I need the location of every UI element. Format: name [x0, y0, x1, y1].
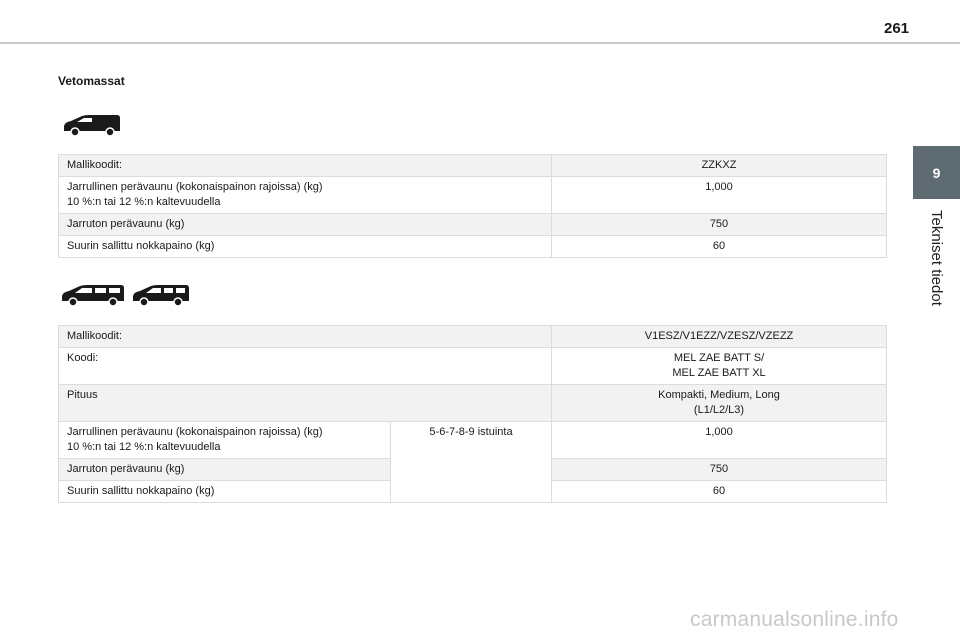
towing-table-1 [58, 154, 887, 258]
row-value: 750 [552, 459, 887, 481]
passenger-van-long-icon [131, 283, 191, 307]
towing-table-2 [58, 325, 887, 503]
table-row [59, 155, 887, 177]
chapter-tab[interactable]: 9 [913, 146, 960, 199]
watermark: carmanualsonline.info [690, 608, 899, 631]
seats-cell: 5-6-7-8-9 istuinta [391, 422, 552, 503]
row-value: V1ESZ/V1EZZ/VZESZ/VZEZZ [552, 326, 887, 348]
row-value: 1,000 [552, 422, 887, 459]
page-number: 261 [884, 20, 910, 37]
row-value: 750 [552, 214, 887, 236]
row-label: Koodi: [59, 348, 552, 385]
van-icon [62, 113, 122, 137]
header-rule [0, 42, 960, 44]
row-label: Mallikoodit: [59, 326, 552, 348]
row-label: Pituus [59, 385, 552, 422]
row-value: Kompakti, Medium, Long (L1/L2/L3) [552, 385, 887, 422]
row-label: Jarrullinen perävaunu (kokonaispainon rajoissa) (kg) 10 %:n tai 12 %:n kaltevuudella [59, 422, 391, 459]
table-row [59, 177, 887, 214]
table-row [59, 236, 887, 258]
row-label: Suurin sallittu nokkapaino (kg) [59, 236, 552, 258]
table-row [59, 385, 887, 422]
row-value: 1,000 [552, 177, 887, 214]
row-label: Mallikoodit: [59, 155, 552, 177]
table-row [59, 348, 887, 385]
row-label: Suurin sallittu nokkapaino (kg) [59, 481, 391, 503]
table-row [59, 422, 887, 459]
row-label: Jarruton perävaunu (kg) [59, 214, 552, 236]
table-row [59, 214, 887, 236]
row-value: MEL ZAE BATT S/ MEL ZAE BATT XL [552, 348, 887, 385]
row-value: 60 [552, 481, 887, 503]
row-label: Jarrullinen perävaunu (kokonaispainon rajoissa) (kg) 10 %:n tai 12 %:n kaltevuudella [59, 177, 552, 214]
table-row [59, 326, 887, 348]
row-label: Jarruton perävaunu (kg) [59, 459, 391, 481]
chapter-label: Tekniset tiedot [928, 210, 945, 306]
passenger-van-icon [60, 283, 126, 307]
section-title: Vetomassat [58, 74, 125, 88]
row-value: 60 [552, 236, 887, 258]
row-value: ZZKXZ [552, 155, 887, 177]
